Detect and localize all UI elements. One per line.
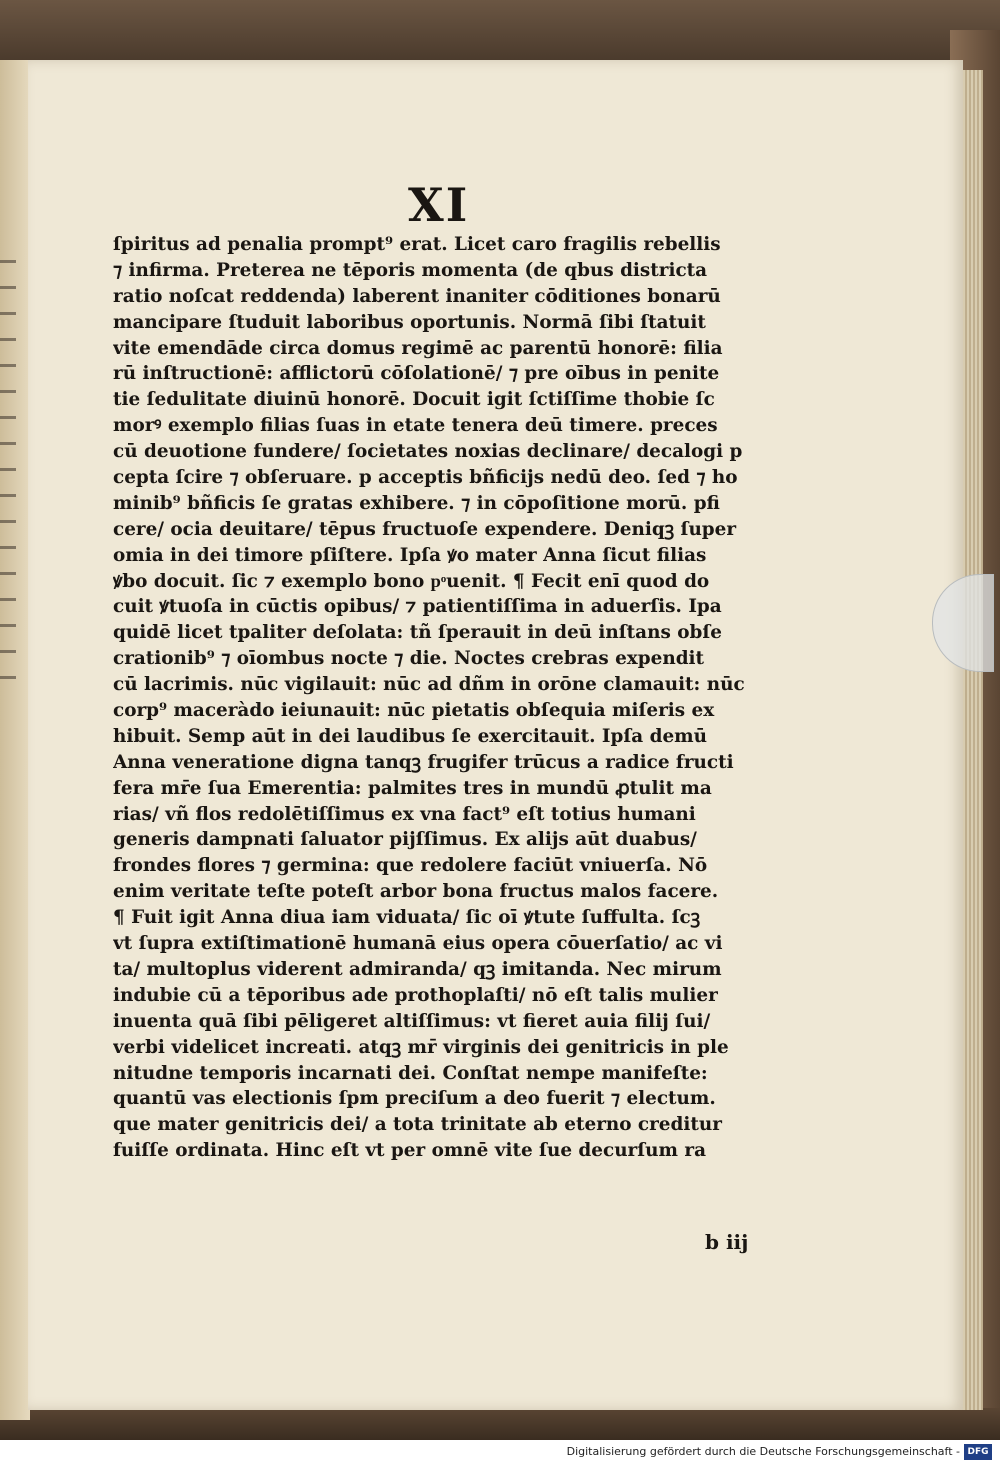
text-line: generis dampnati ſaluator pijſſimus. Ex alijs aūt duabus/: [113, 829, 697, 851]
text-line: vite emendāde circa domus regimē ac parentū honorē: filia: [113, 337, 723, 359]
text-line: cepta ſcire ⁊ obſeruare. p acceptis bñficijs nedū deo. ſed ⁊ ho: [113, 467, 738, 489]
text-line: ⁊ infirma. Preterea ne tēporis momenta (de qbus districta: [113, 259, 708, 281]
text-line: que mater genitricis dei/ a tota trinitate ab eterno creditur: [113, 1114, 722, 1136]
text-line: tie ſedulitate diuinū honorē. Docuit igit ſctiſſime thobie ſc: [113, 389, 715, 411]
text-line: cū lacrimis. nūc vigilauit: nūc ad dñm in orōne clamauit: nūc: [113, 674, 745, 696]
text-line: ta/ multoplus viderent admiranda/ qꝫ imitanda. Nec mirum: [113, 958, 722, 980]
funding-notice: Digitalisierung gefördert durch die Deutsche Forschungsgemeinschaft -: [566, 1445, 960, 1458]
facing-page-text-fragment: [0, 260, 16, 680]
text-line: vt ſupra extiſtimationē humanā eius opera cōuerſatio/ ac vi: [113, 933, 723, 955]
binding-board-top: [0, 0, 1000, 62]
text-line: quidē licet tpaliter deſolata: tñ ſperauit in deū inſtans obſe: [113, 622, 722, 644]
text-line: fuiſſe ordinata. Hinc eſt vt per omnē vite ſue decurſum ra: [113, 1140, 706, 1162]
text-line: enim veritate teſte poteſt arbor bona fructus malos facere.: [113, 881, 719, 903]
text-line: ꝟbo docuit. ſic ⁊ exemplo bono pͦuenit. ¶ Fecit enī quod do: [113, 570, 710, 592]
binding-board-bottom: [0, 1408, 1000, 1440]
text-line: quantū vas electionis ſpm preciſum a deo fuerit ⁊ electum.: [113, 1088, 716, 1110]
text-line: indubie cū a tēporibus ade prothoplaſti/ nō eſt talis mulier: [113, 984, 718, 1006]
text-line: morꝰ exemplo filias ſuas in etate tenera deū timere. preces: [113, 415, 718, 437]
folio-number: XI: [408, 178, 470, 232]
text-line: crationib⁹ ⁊ oīombus nocte ⁊ die. Noctes crebras expendit: [113, 648, 705, 670]
text-line: inuenta quā ſibi pēligeret altiſſimus: vt fieret auia filij ſui/: [113, 1010, 711, 1032]
text-line: ¶ Fuit igit Anna diua iam viduata/ ſic oī ꝟtute ſuffulta. ſcꝫ: [113, 907, 701, 929]
text-line: ſpiritus ad penalia prompt⁹ erat. Licet caro fragilis rebellis: [113, 234, 721, 255]
text-line: fera mr̄e ſua Emerentia: palmites tres in mundū ꝓtulit ma: [113, 777, 712, 799]
facing-page-edge: [0, 60, 30, 1420]
text-line: cere/ ocia deuitare/ tēpus fructuoſe expendere. Deniqꝫ ſuper: [113, 518, 737, 540]
signature-mark: b iij: [705, 1230, 749, 1254]
text-line: Anna veneratione digna tanqꝫ frugifer trūcus a radice fructi: [113, 751, 734, 773]
text-line: omia in dei timore pſiſtere. Ipſa ꝟo mater Anna ſicut filias: [113, 544, 707, 566]
text-line: frondes flores ⁊ germina: que redolere faciūt vniuerſa. Nō: [113, 855, 708, 877]
text-line: cuit ꝟtuoſa in cūctis opibus/ ⁊ patientiſſima in aduerſis. Ipa: [113, 596, 722, 618]
book-page: [28, 60, 963, 1410]
dfg-logo: DFG: [964, 1444, 992, 1460]
text-line: cū deuotione fundere/ ſocietates noxias declinare/ decalogi p: [113, 441, 743, 463]
digitization-footer: [0, 1440, 1000, 1465]
text-line: ratio noſcat reddenda) laberent inaniter cōditiones bonarū: [113, 285, 721, 307]
text-line: rias/ vñ flos redolētiſſimus ex vna fact⁹ eſt totius humani: [113, 803, 696, 825]
blackletter-text-block: [113, 232, 793, 1164]
text-line: verbi videlicet increati. atqꝫ mr̄ virginis dei genitricis in ple: [113, 1036, 729, 1058]
text-line: rū inſtructionē: afflictorū cōſolationē/ ⁊ pre oībus in penite: [113, 363, 720, 385]
text-line: nitudne temporis incarnati dei. Conſtat nempe manifeſte:: [113, 1062, 708, 1084]
text-line: hibuit. Semp aūt in dei laudibus ſe exercitauit. Ipſa demū: [113, 725, 707, 747]
text-line: corp⁹ maceràdo ieiunauit: nūc pietatis obſequia miſeris ex: [113, 700, 715, 722]
text-line: minib⁹ bñficis ſe gratas exhibere. ⁊ in cōpoſitione morū. pfi: [113, 492, 720, 514]
text-line: mancipare ſtuduit laboribus oportunis. Normā ſibi ſtatuit: [113, 311, 706, 333]
